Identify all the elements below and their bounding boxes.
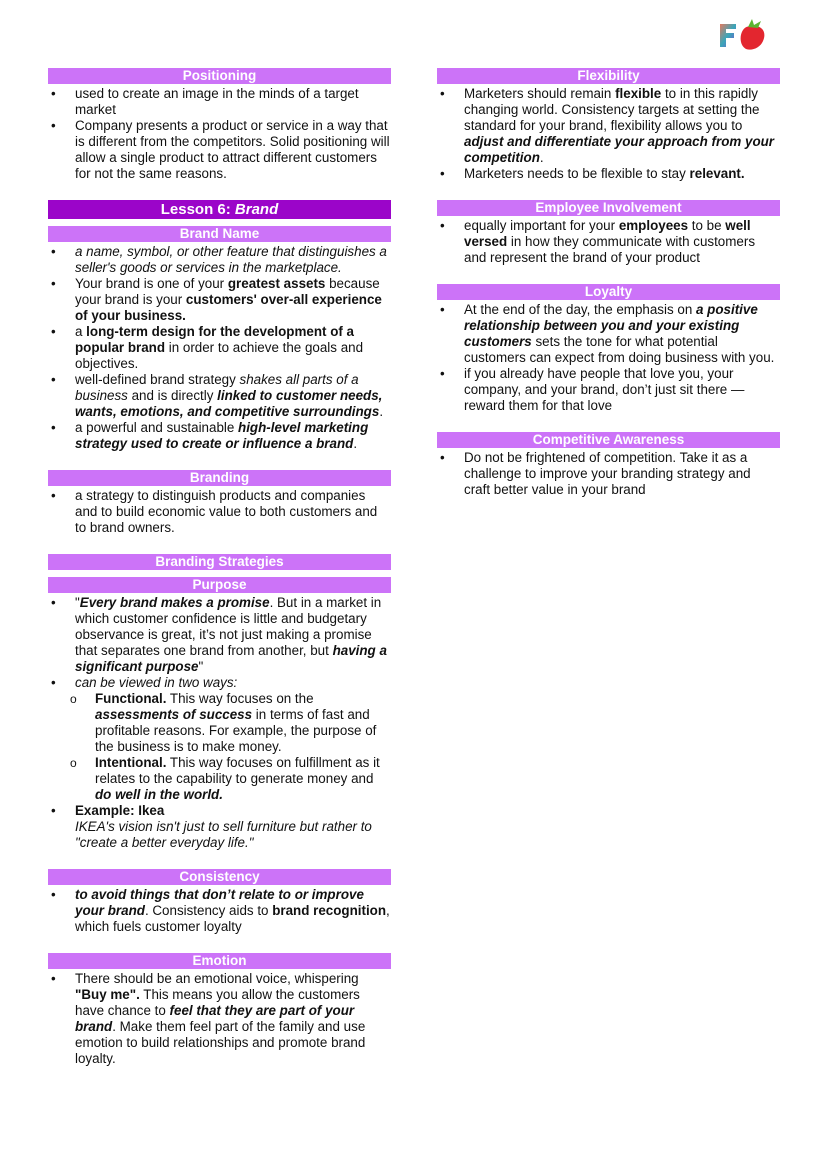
text-run: linked to customer needs, wants, emotions, and competitive surroundings xyxy=(75,388,383,419)
text-run: because your brand is your xyxy=(75,276,380,307)
section-header-text: Lesson 6: xyxy=(160,201,235,218)
sub-list-item xyxy=(48,755,391,803)
list-item xyxy=(48,819,391,851)
text-run: Marketers should remain xyxy=(464,86,616,101)
text-run: greatest assets xyxy=(227,276,326,291)
section-header-text: Branding Strategies xyxy=(155,554,284,569)
section-employee-involvement xyxy=(437,200,780,266)
text-run: brand recognition xyxy=(272,903,387,918)
text-run: can be viewed in two ways: xyxy=(75,675,238,690)
bullet-list xyxy=(48,86,391,182)
text-run: " xyxy=(75,595,80,610)
text-run: a strategy to distinguish products and companies and to build economic value to both customers and to brand owners. xyxy=(75,488,378,535)
bullet-icon: • xyxy=(440,218,445,233)
text-run: name, symbol, or other feature that distinguishes a seller's goods or services in the marketplace. xyxy=(75,244,387,275)
section-header-text: Emotion xyxy=(192,953,247,968)
section-header xyxy=(48,577,391,593)
section-consistency xyxy=(48,869,391,935)
text-run: long-term design for the development of a popular brand xyxy=(75,324,355,355)
section-header xyxy=(48,68,391,84)
bullet-icon: • xyxy=(51,86,56,101)
text-run: to avoid things that don’t relate to or improve your brand xyxy=(75,887,364,918)
text-run: assessments of success xyxy=(95,707,253,722)
section-header-text: Brand Name xyxy=(179,226,260,241)
bullet-icon: • xyxy=(51,675,56,690)
section-branding-strategies xyxy=(48,554,391,570)
section-header xyxy=(48,226,391,242)
section-header xyxy=(48,953,391,969)
text-run: At the end of the day, the emphasis on xyxy=(464,302,697,317)
section-header-text: Positioning xyxy=(182,68,257,83)
bullet-list xyxy=(48,595,391,851)
text-run: feel that they are part of your brand xyxy=(75,1003,355,1034)
section-header xyxy=(48,554,391,570)
text-run: in terms of fast and profitable reasons. For example, the purpose of the business is to make money. xyxy=(95,707,377,754)
bullet-icon: • xyxy=(51,118,56,133)
lesson-header xyxy=(48,200,391,219)
text-run: , which fuels customer loyalty xyxy=(75,903,390,934)
bullet-icon: • xyxy=(440,86,445,101)
text-run: in how they communicate with customers and represent the brand of your product xyxy=(464,234,756,265)
text-run: . But in a market in which customer confidence is little and budgetary observance is great, it’s not just making a promise that separates one brand from another, but xyxy=(75,595,382,658)
text-run: "Buy me". xyxy=(75,987,140,1002)
bullet-icon: • xyxy=(51,276,56,291)
text-run: a powerful and sustainable xyxy=(75,420,239,435)
sub-bullet-icon: o xyxy=(70,756,77,770)
text-run: Example: Ikea xyxy=(75,803,165,818)
text-run: high-level marketing strategy used to create or influence a brand xyxy=(75,420,369,451)
bullet-icon: • xyxy=(51,595,56,610)
bullet-list xyxy=(437,86,780,182)
bullet-icon: • xyxy=(51,420,56,435)
section-header xyxy=(437,432,780,448)
section-lesson-6-brand xyxy=(48,200,391,219)
list-item xyxy=(48,324,391,372)
list-item xyxy=(48,118,391,182)
bullet-icon: • xyxy=(51,244,56,259)
list-item xyxy=(48,372,391,420)
section-header xyxy=(437,68,780,84)
text-run: if you already have people that love you, your company, and your brand, don’t just sit there — reward them for that love xyxy=(464,366,745,413)
section-flexibility xyxy=(437,68,780,182)
list-item xyxy=(48,803,391,819)
text-run: Company presents a product or service in a way that is different from the competitors. Solid positioning will allow a single product to attract different customers for not the same reasons. xyxy=(75,118,390,181)
section-header xyxy=(48,869,391,885)
list-item xyxy=(437,166,780,182)
text-run: Functional. xyxy=(95,691,167,706)
list-item xyxy=(437,450,780,498)
list-item xyxy=(48,244,391,276)
text-run: " xyxy=(198,659,204,674)
list-item xyxy=(48,595,391,675)
text-run: a positive relationship between you and your existing customers xyxy=(464,302,758,349)
text-run: in order to achieve the goals and objectives. xyxy=(75,340,364,371)
bullet-icon: • xyxy=(51,488,56,503)
text-run: having a significant purpose xyxy=(75,643,387,674)
list-item xyxy=(48,276,391,324)
list-item xyxy=(437,218,780,266)
left-column xyxy=(48,68,391,1067)
text-run: a xyxy=(75,324,87,339)
section-header xyxy=(437,284,780,300)
text-run: Intentional. xyxy=(95,755,167,770)
list-item xyxy=(48,488,391,536)
sub-bullet-icon: o xyxy=(70,692,77,706)
bullet-list xyxy=(437,302,780,414)
bullet-list xyxy=(437,450,780,498)
section-header xyxy=(48,470,391,486)
list-item xyxy=(48,887,391,935)
bullet-list xyxy=(48,244,391,452)
section-loyalty xyxy=(437,284,780,414)
text-run: Every brand makes a promise xyxy=(79,595,270,610)
text-run: Your brand is one of your xyxy=(75,276,228,291)
section-purpose xyxy=(48,577,391,851)
section-header-italic: Brand xyxy=(234,201,279,218)
text-run: used to create an image in the minds of a target market xyxy=(75,86,359,117)
text-run: This way focuses on the xyxy=(166,691,314,706)
strawberry-logo-icon xyxy=(716,16,768,52)
section-header-text: Flexibility xyxy=(577,68,640,83)
text-run: well versed xyxy=(464,218,751,249)
bullet-icon: • xyxy=(51,372,56,387)
text-run: . Consistency aids to xyxy=(144,903,273,918)
text-run: a xyxy=(75,244,87,259)
text-run: to be xyxy=(688,218,726,233)
text-run: do well in the world. xyxy=(95,787,223,802)
text-run: This way focuses on fulfillment as it relates to the capability to generate money and xyxy=(95,755,380,786)
list-item xyxy=(48,971,391,1067)
text-run: to in this rapidly changing world. Consistency targets at setting the standard for your brand, flexibility allows you to xyxy=(464,86,760,133)
bullet-list xyxy=(437,218,780,266)
text-run: customers' over-all experience of your business. xyxy=(75,292,382,323)
text-run: . Make them feel part of the family and use emotion to build relationships and promote brand loyalty. xyxy=(75,1019,366,1066)
bullet-list xyxy=(48,971,391,1067)
text-run: flexible xyxy=(615,86,662,101)
sub-list-item xyxy=(48,691,391,755)
bullet-list xyxy=(48,887,391,935)
list-item xyxy=(437,366,780,414)
text-run: sets the tone for what potential customers can expect from doing business with you. xyxy=(464,334,775,365)
section-brand-name xyxy=(48,226,391,452)
text-run: and is directly xyxy=(127,388,218,403)
section-emotion xyxy=(48,953,391,1067)
section-positioning xyxy=(48,68,391,182)
right-column xyxy=(437,68,780,498)
bullet-icon: • xyxy=(51,803,56,818)
text-run: shakes all parts of a business xyxy=(75,372,359,403)
text-run: adjust and differentiate your approach from your competition xyxy=(464,134,775,165)
list-item xyxy=(437,86,780,166)
list-item xyxy=(48,675,391,691)
bullet-icon: • xyxy=(51,971,56,986)
text-run: employees xyxy=(618,218,689,233)
section-header xyxy=(437,200,780,216)
bullet-icon: • xyxy=(440,366,445,381)
section-header-text: Purpose xyxy=(192,577,247,592)
text-run: well-defined brand strategy xyxy=(75,372,240,387)
text-run: Marketers needs to be flexible to stay xyxy=(464,166,690,181)
list-item xyxy=(437,302,780,366)
section-header-text: Loyalty xyxy=(584,284,633,299)
logo xyxy=(716,16,768,52)
section-competitive-awareness xyxy=(437,432,780,498)
bullet-icon: • xyxy=(51,324,56,339)
section-branding xyxy=(48,470,391,536)
text-run: . xyxy=(539,150,544,165)
list-item xyxy=(48,86,391,118)
bullet-icon: • xyxy=(51,887,56,902)
bullet-icon: • xyxy=(440,450,445,465)
section-header-text: Employee Involvement xyxy=(535,200,682,215)
list-item xyxy=(48,420,391,452)
section-header-text: Branding xyxy=(189,470,250,485)
text-run: Do not be frightened of competition. Take it as a challenge to improve your branding strategy and craft better value in your brand xyxy=(464,450,751,497)
text-run: equally important for your xyxy=(464,218,619,233)
text-run: IKEA's vision isn't just to sell furniture but rather to "create a better everyday life." xyxy=(75,819,372,850)
text-run: . xyxy=(379,404,384,419)
section-header-text: Competitive Awareness xyxy=(532,432,685,447)
text-run: There should be an emotional voice, whispering xyxy=(75,971,359,986)
bullet-icon: • xyxy=(440,302,445,317)
bullet-list xyxy=(48,488,391,536)
bullet-icon: • xyxy=(440,166,445,181)
text-run: . xyxy=(353,436,358,451)
text-run: relevant. xyxy=(689,166,745,181)
text-run: This means you allow the customers have chance to xyxy=(75,987,360,1018)
section-header-text: Consistency xyxy=(179,869,260,884)
